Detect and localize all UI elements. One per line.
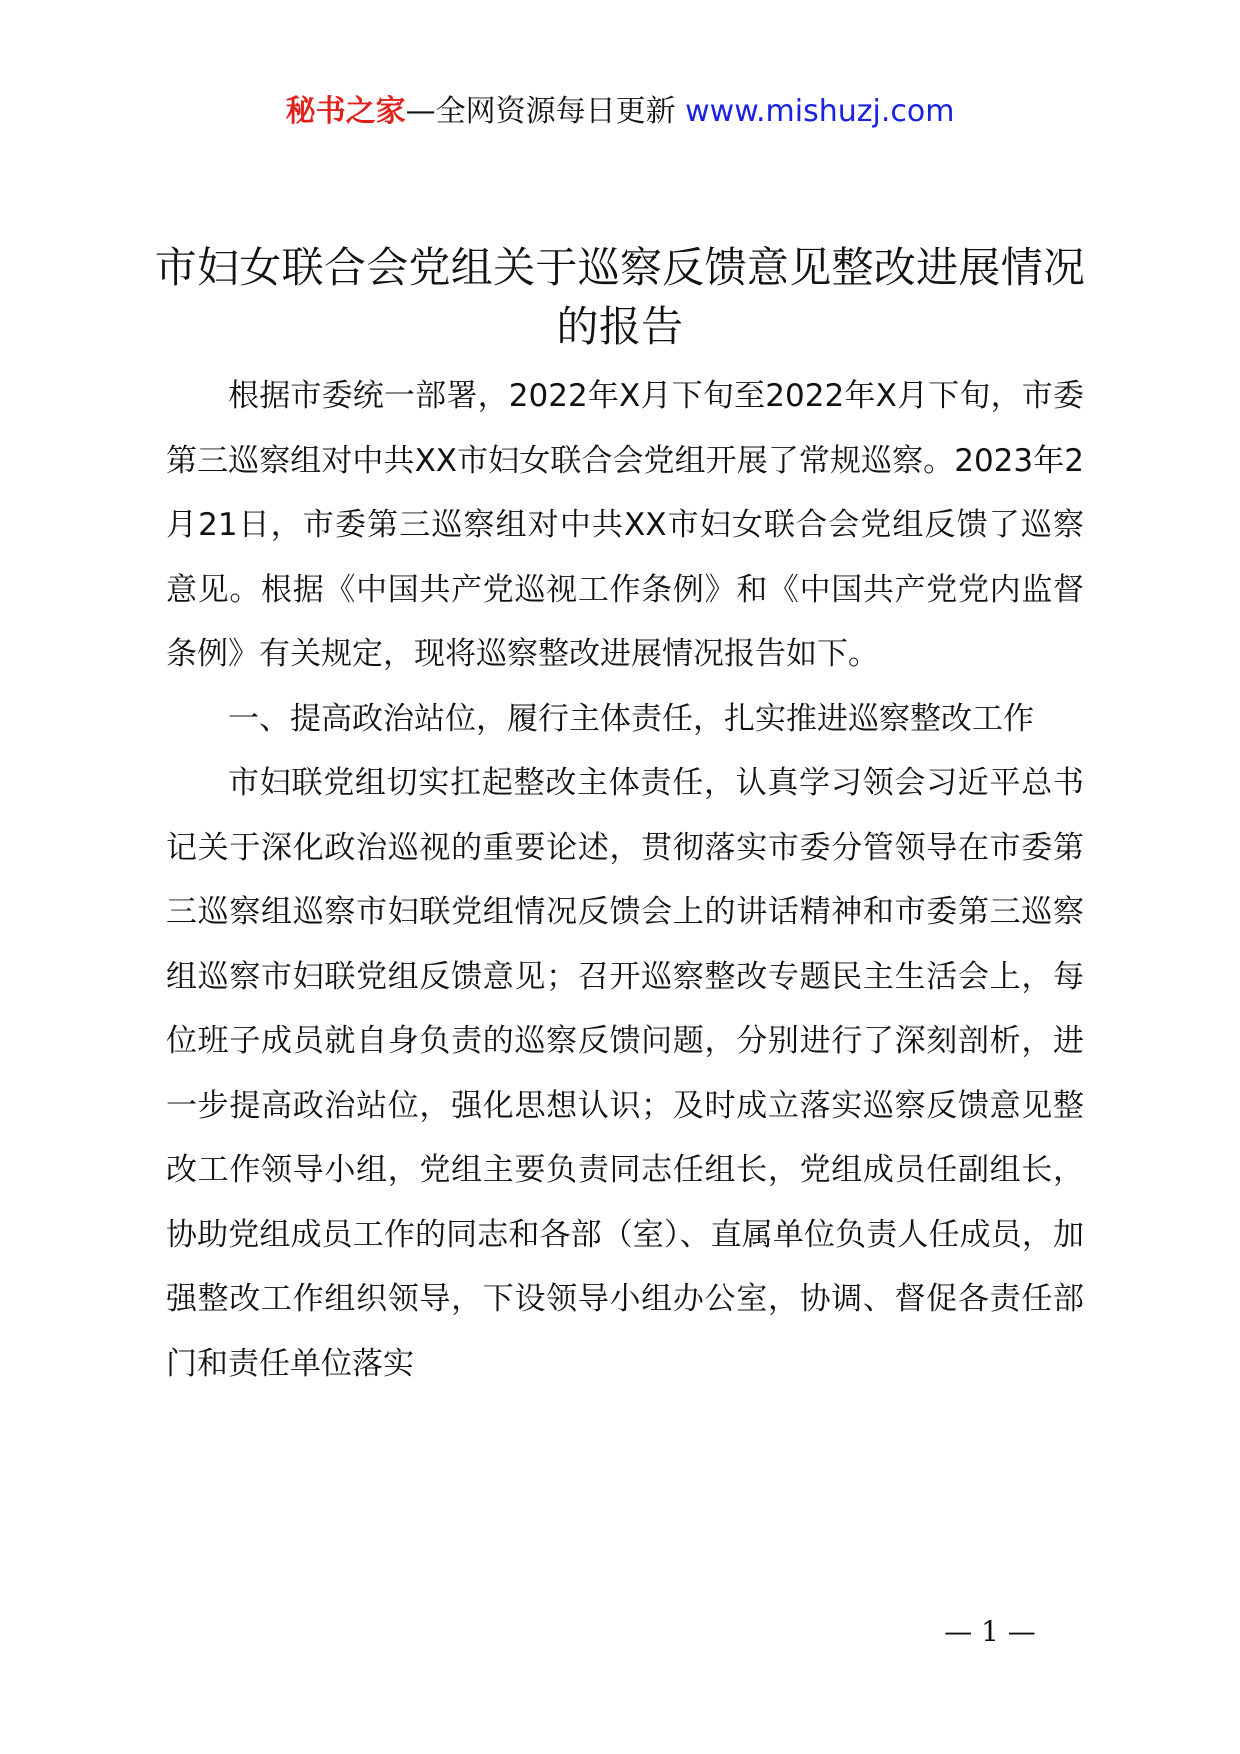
section-heading-1: 一、提高政治站位，履行主体责任，扎实推进巡察整改工作	[228, 700, 1034, 737]
document-body	[166, 364, 1084, 1396]
site-brand: 秘书之家	[285, 94, 406, 129]
section-1-paragraph: 市妇联党组切实扛起整改主体责任，认真学习领会习近平总书记关于深化政治巡视的重要论述，贯彻落实市委分管领导在市委第三巡察组巡察市妇联党组情况反馈会上的讲话精神和市委第三巡察组巡察市妇联党组反馈意见；召开巡察整改专题民主生活会上，每位班子成员就自身负责的巡察反馈问题，分别进行了深刻剖析，进一步提高政治站位，强化思想认识；及时成立落实巡察反馈意见整改工作领导小组，党组主要负责同志任组长，党组成员任副组长，协助党组成员工作的同志和各部（室）、直属单位负责人任成员，加强整改工作组织领导，下设领导小组办公室，协调、督促各责任部门和责任单位落实	[166, 765, 1084, 1382]
page-number: — 1 —	[944, 1615, 1036, 1648]
document-title: 市妇女联合会党组关于巡察反馈意见整改进展情况的报告	[154, 243, 1086, 351]
site-header	[0, 92, 1240, 132]
site-slogan: —全网资源每日更新	[405, 94, 686, 129]
intro-paragraph: 根据市委统一部署，2022年X月下旬至2022年X月下旬，市委第三巡察组对中共XX市妇女联合会党组开展了常规巡察。2023年2月21日，市委第三巡察组对中共XX市妇女联合会党组反馈了巡察意见。根据《中国共产党巡视工作条例》和《中国共产党党内监督条例》有关规定，现将巡察整改进展情况报告如下。	[166, 378, 1084, 672]
site-url-link[interactable]: www.mishuzj.com	[685, 94, 955, 129]
